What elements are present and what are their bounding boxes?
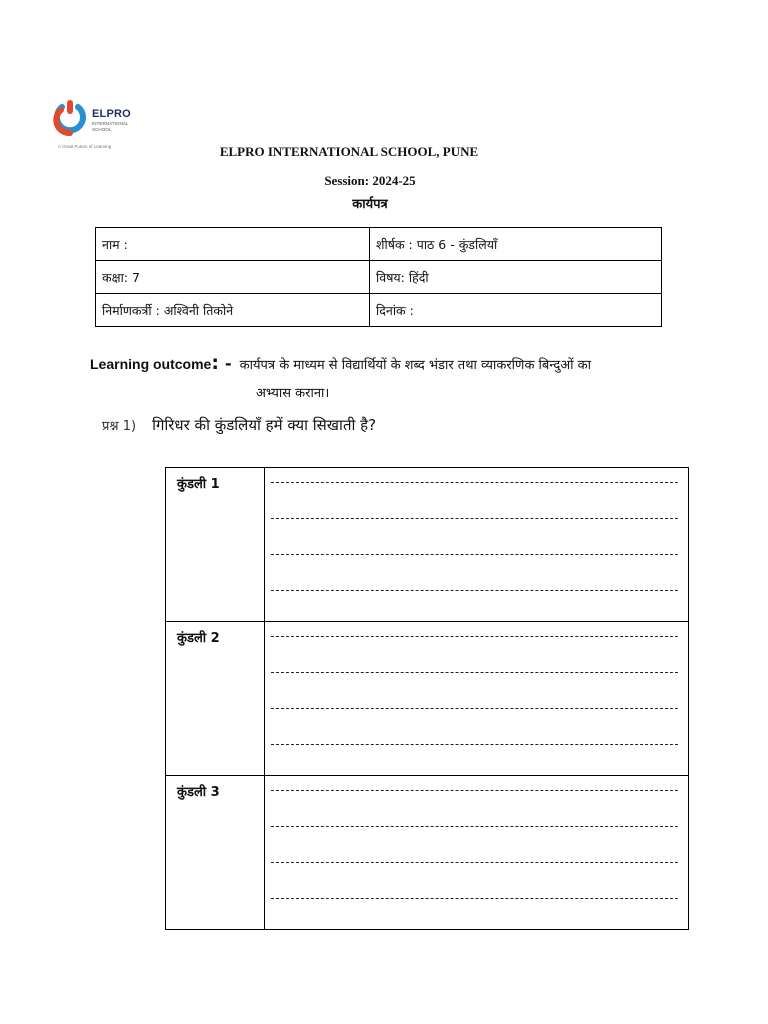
class-cell: कक्षा: 7 (96, 261, 370, 294)
name-cell[interactable]: नाम : (96, 228, 370, 261)
question-1 (102, 415, 376, 435)
answer-line[interactable] (271, 744, 678, 774)
answer-row (166, 622, 689, 776)
logo-subtitle: INTERNATIONAL SCHOOL (92, 121, 129, 132)
answer-row (166, 776, 689, 930)
learning-outcome-text-line2: अभ्यास कराना। (256, 386, 330, 401)
info-row (96, 294, 662, 327)
answer-line[interactable] (271, 898, 678, 928)
date-cell[interactable]: दिनांक : (370, 294, 662, 327)
answer-lines[interactable] (265, 776, 689, 930)
subject-cell: विषय: हिंदी (370, 261, 662, 294)
info-row (96, 261, 662, 294)
answer-line[interactable] (271, 482, 678, 512)
answer-line[interactable] (271, 826, 678, 856)
answer-line[interactable] (271, 518, 678, 548)
answer-label: कुंडली 2 (166, 622, 265, 776)
answer-line[interactable] (271, 790, 678, 820)
elpro-power-icon (52, 98, 88, 138)
answer-line[interactable] (271, 672, 678, 702)
topic-cell: शीर्षक : पाठ 6 - कुंडलियाँ (370, 228, 662, 261)
answer-table (165, 467, 689, 930)
learning-outcome-label: Learning outcome (90, 356, 212, 372)
answer-row (166, 468, 689, 622)
school-name: ELPRO INTERNATIONAL SCHOOL, PUNE (219, 144, 479, 159)
learning-outcome (90, 352, 591, 374)
question-text: गिरिधर की कुंडलियाँ हमें क्या सिखाती है? (152, 416, 377, 434)
question-number: प्रश्न 1) (102, 419, 137, 434)
info-row (96, 228, 662, 261)
logo-tagline: A Great Future of Learning (58, 144, 112, 149)
answer-lines[interactable] (265, 468, 689, 622)
answer-label: कुंडली 3 (166, 776, 265, 930)
worksheet-title: कार्यपत्र (352, 197, 388, 212)
logo-name: ELPRO (92, 108, 131, 120)
answer-lines[interactable] (265, 622, 689, 776)
learning-outcome-colon: : (211, 352, 219, 374)
answer-line[interactable] (271, 554, 678, 584)
answer-line[interactable] (271, 636, 678, 666)
answer-label: कुंडली 1 (166, 468, 265, 622)
session-label: Session: 2024-25 (324, 173, 416, 188)
creator-cell: निर्माणकर्त्री : अश्विनी तिकोने (96, 294, 370, 327)
answer-line[interactable] (271, 590, 678, 620)
info-table (95, 227, 662, 327)
learning-outcome-dash: - (224, 354, 232, 373)
learning-outcome-text-line1: कार्यपत्र के माध्यम से विद्यार्थियों के शब्द भंडार तथा व्याकरणिक बिन्दुओं का (239, 358, 592, 373)
answer-line[interactable] (271, 708, 678, 738)
answer-line[interactable] (271, 862, 678, 892)
